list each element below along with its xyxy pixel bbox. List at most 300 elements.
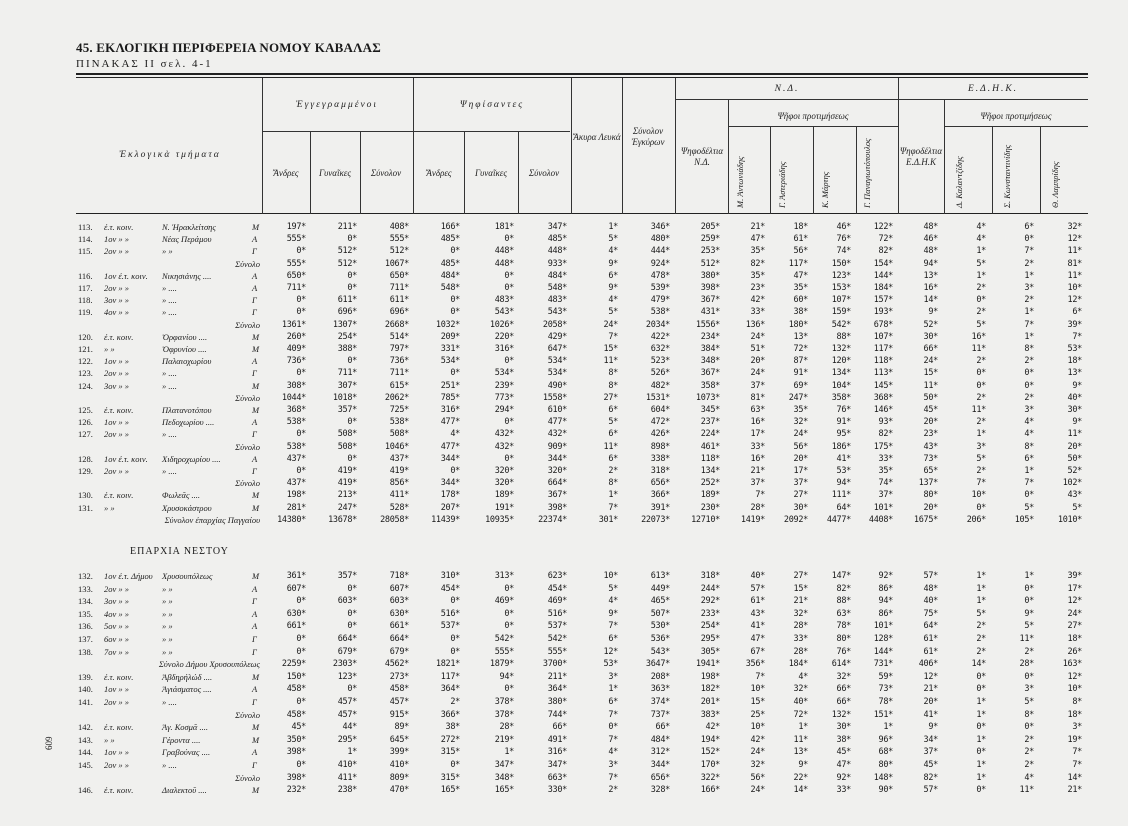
cell-value: 11*: [971, 405, 986, 415]
cell-value: 35*: [878, 466, 893, 476]
cell-value: 536*: [650, 634, 670, 644]
cell-value: 180*: [788, 319, 808, 330]
cell-value: 3*: [1024, 684, 1034, 695]
row-kind: Α: [252, 608, 258, 619]
cell-value: 307*: [337, 380, 357, 391]
cell-value: 90*: [878, 785, 893, 796]
cell-value: 137*: [918, 478, 938, 489]
cell-value: 9*: [798, 760, 808, 770]
cell-value: 43*: [1067, 490, 1082, 501]
cell-value: 53*: [836, 466, 851, 476]
cell-value: 17*: [750, 429, 765, 440]
cell-value: 0*: [1024, 596, 1034, 607]
cell-value: 374*: [650, 697, 670, 707]
row-subtotal-label: Σύνολο: [235, 709, 260, 720]
col-divider: [813, 126, 814, 214]
cell-value: 538*: [286, 441, 306, 452]
cell-value: 132*: [831, 344, 851, 354]
table-row: [0, 344, 1128, 355]
row-number: 118.: [78, 295, 93, 306]
cell-value: 0*: [1024, 583, 1034, 594]
cell-value: 614*: [831, 659, 851, 670]
cell-value: 2062*: [384, 392, 409, 403]
row-kind: Μ: [252, 380, 260, 391]
table-row: [0, 609, 1128, 620]
header-pref-edik: Ψῆφοι προτιμήσεως: [980, 111, 1052, 121]
table-row: [0, 356, 1128, 367]
cell-value: 437*: [286, 478, 306, 489]
cell-value: 25*: [750, 709, 765, 720]
cell-value: 30*: [1067, 405, 1082, 415]
row-number: 123.: [78, 368, 93, 379]
cell-value: 219*: [494, 734, 514, 745]
cell-value: 89*: [394, 722, 409, 733]
cell-value: 344*: [440, 478, 460, 489]
cell-value: 24*: [603, 319, 618, 330]
cell-value: 1026*: [489, 319, 514, 330]
cell-value: 555*: [494, 646, 514, 657]
cell-value: 78*: [878, 697, 893, 707]
row-number: 135.: [78, 608, 93, 619]
cell-value: 454*: [547, 583, 567, 594]
row-district: 1ον » »: [104, 747, 130, 758]
cell-value: 2*: [976, 621, 986, 632]
cell-value: 159*: [831, 307, 851, 318]
row-place: Γραβούνας ....: [162, 747, 211, 758]
cell-value: 542*: [494, 634, 514, 644]
cell-value: 61*: [750, 596, 765, 607]
cell-value: 201*: [700, 697, 720, 707]
cell-value: 191*: [494, 502, 514, 513]
cell-value: 346*: [650, 222, 670, 232]
table-row: [0, 634, 1128, 645]
cell-value: 516*: [547, 608, 567, 619]
cell-value: 24*: [750, 785, 765, 796]
cell-value: 465*: [650, 596, 670, 607]
cell-value: 33*: [750, 441, 765, 452]
cell-value: 0*: [450, 466, 460, 476]
cell-value: 898*: [650, 441, 670, 452]
cell-value: 632*: [650, 344, 670, 354]
top-rule: [76, 73, 1088, 75]
cell-value: 189*: [494, 490, 514, 501]
cell-value: 75*: [923, 608, 938, 619]
cell-value: 656*: [650, 478, 670, 489]
cell-value: 16*: [750, 417, 765, 428]
table-row: [0, 442, 1128, 453]
cell-value: 237*: [700, 417, 720, 428]
table-row: [0, 307, 1128, 318]
row-place: Ὀρφανίου ....: [162, 331, 208, 342]
cell-value: 318*: [650, 466, 670, 476]
cell-value: 152*: [700, 747, 720, 758]
col-divider: [856, 126, 857, 214]
cell-value: 457*: [389, 697, 409, 707]
cell-value: 718*: [389, 571, 409, 581]
row-number: 126.: [78, 417, 93, 428]
row-place: » »: [162, 634, 173, 644]
cell-value: 711*: [286, 283, 306, 293]
cell-value: 0*: [347, 583, 357, 594]
row-number: 144.: [78, 747, 93, 758]
cell-value: 4*: [1024, 429, 1034, 440]
cell-value: 34*: [923, 734, 938, 745]
cell-value: 32*: [1067, 222, 1082, 232]
cell-value: 30*: [793, 502, 808, 513]
cell-value: 22374*: [538, 514, 567, 525]
cell-value: 538*: [286, 417, 306, 428]
cell-value: 0*: [347, 608, 357, 619]
cell-value: 398*: [700, 283, 720, 293]
cell-value: 61*: [923, 646, 938, 657]
cell-value: 45*: [291, 722, 306, 733]
cell-value: 247*: [788, 392, 808, 403]
row-district: ἐ.τ. κοιν.: [104, 222, 134, 232]
cell-value: 7*: [1072, 760, 1082, 770]
cell-value: 391*: [650, 502, 670, 513]
cell-value: 53*: [1067, 344, 1082, 354]
cell-value: 469*: [547, 596, 567, 607]
cell-value: 485*: [440, 234, 460, 245]
cell-value: 14*: [971, 659, 986, 670]
cell-value: 13*: [923, 270, 938, 281]
cell-value: 32*: [793, 417, 808, 428]
cell-value: 24*: [923, 356, 938, 367]
cell-value: 43*: [750, 608, 765, 619]
cell-value: 2*: [1024, 258, 1034, 269]
cell-value: 2*: [1024, 646, 1034, 657]
cell-value: 132*: [831, 709, 851, 720]
cell-value: 366*: [650, 490, 670, 501]
cell-value: 0*: [450, 646, 460, 657]
row-number: 124.: [78, 380, 93, 391]
table-row: [0, 368, 1128, 379]
cell-value: 410*: [337, 760, 357, 770]
cell-value: 364*: [547, 684, 567, 695]
cell-value: 508*: [389, 429, 409, 440]
cell-value: 1821*: [435, 659, 460, 670]
cell-value: 73*: [878, 684, 893, 695]
cell-value: 232*: [286, 785, 306, 796]
cell-value: 543*: [650, 646, 670, 657]
cell-value: 74*: [878, 478, 893, 489]
cell-value: 555*: [547, 646, 567, 657]
cell-value: 2*: [976, 634, 986, 644]
row-place: Νικησιάνης ....: [162, 270, 212, 281]
cell-value: 696*: [389, 307, 409, 318]
cell-value: 523*: [650, 356, 670, 367]
row-district: 3ον » »: [104, 295, 130, 306]
col-divider: [464, 131, 465, 214]
cell-value: 449*: [650, 583, 670, 594]
cell-value: 47*: [793, 270, 808, 281]
table-row: [0, 659, 1128, 670]
col-divider: [262, 78, 263, 214]
cell-value: 41*: [750, 621, 765, 632]
cell-value: 809*: [389, 772, 409, 783]
cell-value: 322*: [700, 772, 720, 783]
cell-value: 611*: [337, 295, 357, 306]
cell-value: 357*: [337, 571, 357, 581]
cell-value: 21*: [923, 684, 938, 695]
cell-value: 543*: [547, 307, 567, 318]
cell-value: 16*: [750, 453, 765, 464]
cell-value: 0*: [450, 295, 460, 306]
cell-value: 357*: [337, 405, 357, 415]
cell-value: 61*: [923, 634, 938, 644]
cell-value: 148*: [873, 772, 893, 783]
cell-value: 0*: [347, 356, 357, 367]
cell-value: 368*: [873, 392, 893, 403]
cell-value: 477*: [440, 417, 460, 428]
cell-value: 4*: [976, 234, 986, 245]
cell-value: 316*: [494, 344, 514, 354]
header-valid: Σύνολον Ἐγκύρων: [631, 126, 665, 147]
cell-value: 292*: [700, 596, 720, 607]
cell-value: 7*: [608, 734, 618, 745]
cell-value: 4*: [450, 429, 460, 440]
cell-value: 711*: [337, 368, 357, 379]
row-place: » ....: [162, 307, 177, 318]
table-row: [0, 490, 1128, 501]
row-kind: Γ: [252, 697, 257, 707]
cell-value: 26*: [1067, 646, 1082, 657]
row-kind: Α: [252, 270, 258, 281]
cell-value: 17*: [793, 466, 808, 476]
cell-value: 18*: [1067, 356, 1082, 367]
header-reg-total: Σύνολον: [370, 168, 402, 178]
cell-value: 484*: [547, 270, 567, 281]
cell-value: 209*: [440, 331, 460, 342]
row-total-label: Σύνολο Δήμου Χρυσουπόλεως: [158, 659, 260, 670]
cell-value: 59*: [878, 671, 893, 682]
cell-value: 16*: [923, 283, 938, 293]
cell-value: 66*: [836, 697, 851, 707]
cell-value: 170*: [700, 760, 720, 770]
cell-value: 530*: [650, 621, 670, 632]
cell-value: 20*: [923, 697, 938, 707]
cell-value: 5*: [1072, 502, 1082, 513]
cell-value: 8*: [1024, 709, 1034, 720]
row-place: » ....: [162, 295, 177, 306]
cell-value: 254*: [700, 621, 720, 632]
cell-value: 32*: [793, 684, 808, 695]
cell-value: 484*: [650, 734, 670, 745]
row-district: ἐ.τ. κοιν.: [104, 785, 134, 796]
cell-value: 2*: [1024, 295, 1034, 306]
cell-value: 2*: [976, 307, 986, 318]
cell-value: 117*: [788, 258, 808, 269]
cell-value: 4*: [798, 671, 808, 682]
cell-value: 0*: [976, 671, 986, 682]
cell-value: 1*: [976, 429, 986, 440]
row-district: 5ον » »: [104, 621, 130, 632]
cell-value: 197*: [286, 222, 306, 232]
cell-value: 6*: [1024, 222, 1034, 232]
cell-value: 924*: [650, 258, 670, 269]
cell-value: 490*: [547, 380, 567, 391]
cell-value: 1941*: [695, 659, 720, 670]
cell-value: 305*: [700, 646, 720, 657]
row-district: 1ον ἐ.τ. κοιν.: [104, 270, 148, 281]
cell-value: 484*: [440, 270, 460, 281]
cell-value: 409*: [286, 344, 306, 354]
row-district: 1ον » »: [104, 356, 130, 367]
cell-value: 38*: [836, 734, 851, 745]
table-row: [0, 773, 1128, 784]
cell-value: 1*: [883, 722, 893, 733]
row-district: 2ον » »: [104, 760, 130, 770]
cell-value: 2*: [608, 785, 618, 796]
cell-value: 537*: [440, 621, 460, 632]
cell-value: 33*: [878, 453, 893, 464]
cell-value: 281*: [286, 502, 306, 513]
cell-value: 458*: [286, 709, 306, 720]
cell-value: 0*: [296, 466, 306, 476]
cell-value: 150*: [831, 258, 851, 269]
top-rule-thin: [76, 77, 1088, 78]
cell-value: 615*: [389, 380, 409, 391]
cell-value: 4*: [608, 596, 618, 607]
cell-value: 448*: [494, 258, 514, 269]
cell-value: 11439*: [431, 514, 460, 525]
row-number: 125.: [78, 405, 93, 415]
cell-value: 411*: [389, 490, 409, 501]
cell-value: 1675*: [913, 514, 938, 525]
cell-value: 7*: [1072, 331, 1082, 342]
cell-value: 1046*: [384, 441, 409, 452]
cell-value: 507*: [650, 608, 670, 619]
cell-value: 4*: [976, 222, 986, 232]
cell-value: 13678*: [328, 514, 357, 525]
page-number: 609: [44, 736, 54, 750]
row-number: 115.: [78, 246, 93, 257]
cell-value: 0*: [296, 307, 306, 318]
cell-value: 50*: [923, 392, 938, 403]
cell-value: 1*: [976, 246, 986, 257]
table-row: [0, 295, 1128, 306]
table-row: [0, 710, 1128, 721]
cell-value: 4*: [1024, 772, 1034, 783]
cell-value: 50*: [1067, 453, 1082, 464]
cell-value: 15*: [603, 344, 618, 354]
cell-value: 1*: [976, 709, 986, 720]
cell-value: 398*: [286, 772, 306, 783]
cell-value: 208*: [650, 671, 670, 682]
cell-value: 86*: [878, 583, 893, 594]
cell-value: 33*: [793, 634, 808, 644]
row-number: 143.: [78, 734, 93, 745]
header-subrule-parties: [676, 99, 1088, 100]
row-kind: Μ: [252, 734, 260, 745]
cell-value: 45*: [836, 747, 851, 758]
cell-value: 178*: [440, 490, 460, 501]
col-divider: [1040, 126, 1041, 214]
cell-value: 2*: [976, 417, 986, 428]
row-kind: Γ: [252, 307, 257, 318]
cell-value: 5*: [976, 319, 986, 330]
cell-value: 0*: [296, 246, 306, 257]
row-place: Ἁγ. Κοσμᾶ ....: [162, 722, 209, 733]
cell-value: 0*: [450, 596, 460, 607]
cell-value: 1*: [347, 747, 357, 758]
cell-value: 7*: [608, 709, 618, 720]
cell-value: 175*: [873, 441, 893, 452]
cell-value: 95*: [836, 429, 851, 440]
cell-value: 14380*: [277, 514, 306, 525]
row-subtotal-label: Σύνολο: [235, 772, 260, 783]
cell-value: 40*: [750, 571, 765, 581]
cell-value: 7*: [1024, 246, 1034, 257]
cell-value: 0*: [976, 785, 986, 796]
cell-value: 1*: [976, 734, 986, 745]
cell-value: 512*: [700, 258, 720, 269]
row-district: 4ον » »: [104, 307, 130, 318]
table-row: [0, 571, 1128, 582]
cell-value: 630*: [286, 608, 306, 619]
row-place: » ....: [162, 380, 177, 391]
cell-value: 0*: [504, 608, 514, 619]
cell-value: 166*: [700, 785, 720, 796]
header-vot-men: Ἄνδρες: [426, 168, 452, 178]
row-number: 113.: [78, 222, 93, 232]
cell-value: 534*: [440, 356, 460, 367]
cell-value: 537*: [547, 621, 567, 632]
cell-value: 10*: [603, 571, 618, 581]
row-kind: Μ: [252, 344, 260, 354]
cell-value: 9*: [928, 722, 938, 733]
cell-value: 20*: [750, 356, 765, 367]
cell-value: 478*: [650, 270, 670, 281]
row-district: ἐ.τ. κοιν.: [104, 331, 134, 342]
cell-value: 93*: [878, 417, 893, 428]
cell-value: 1*: [608, 490, 618, 501]
cell-value: 0*: [296, 646, 306, 657]
cell-value: 663*: [547, 772, 567, 783]
cell-value: 0*: [1024, 234, 1034, 245]
cell-value: 12*: [923, 671, 938, 682]
cell-value: 47*: [750, 234, 765, 245]
cell-value: 0*: [504, 283, 514, 293]
cell-value: 11*: [603, 356, 618, 367]
table-row: [0, 332, 1128, 343]
cell-value: 20*: [1067, 441, 1082, 452]
cell-value: 128*: [873, 634, 893, 644]
cell-value: 46*: [923, 234, 938, 245]
table-row: [0, 405, 1128, 416]
cell-value: 53*: [603, 659, 618, 670]
cell-value: 316*: [547, 747, 567, 758]
cell-value: 64*: [923, 621, 938, 632]
cell-value: 56*: [750, 772, 765, 783]
cell-value: 163*: [1062, 659, 1082, 670]
cell-value: 1*: [976, 571, 986, 581]
cell-value: 35*: [793, 405, 808, 415]
cell-value: 157*: [873, 295, 893, 306]
cell-value: 81*: [1067, 258, 1082, 269]
cell-value: 22073*: [641, 514, 670, 525]
table-row: [0, 246, 1128, 257]
cell-value: 347*: [547, 222, 567, 232]
row-place: » »: [162, 583, 173, 594]
cell-value: 479*: [650, 295, 670, 306]
cell-value: 1307*: [332, 319, 357, 330]
cell-value: 52*: [923, 319, 938, 330]
cell-value: 86*: [878, 608, 893, 619]
cell-value: 512*: [337, 258, 357, 269]
cell-value: 2*: [608, 466, 618, 476]
header-subrule-edik-pref: [944, 126, 1088, 127]
